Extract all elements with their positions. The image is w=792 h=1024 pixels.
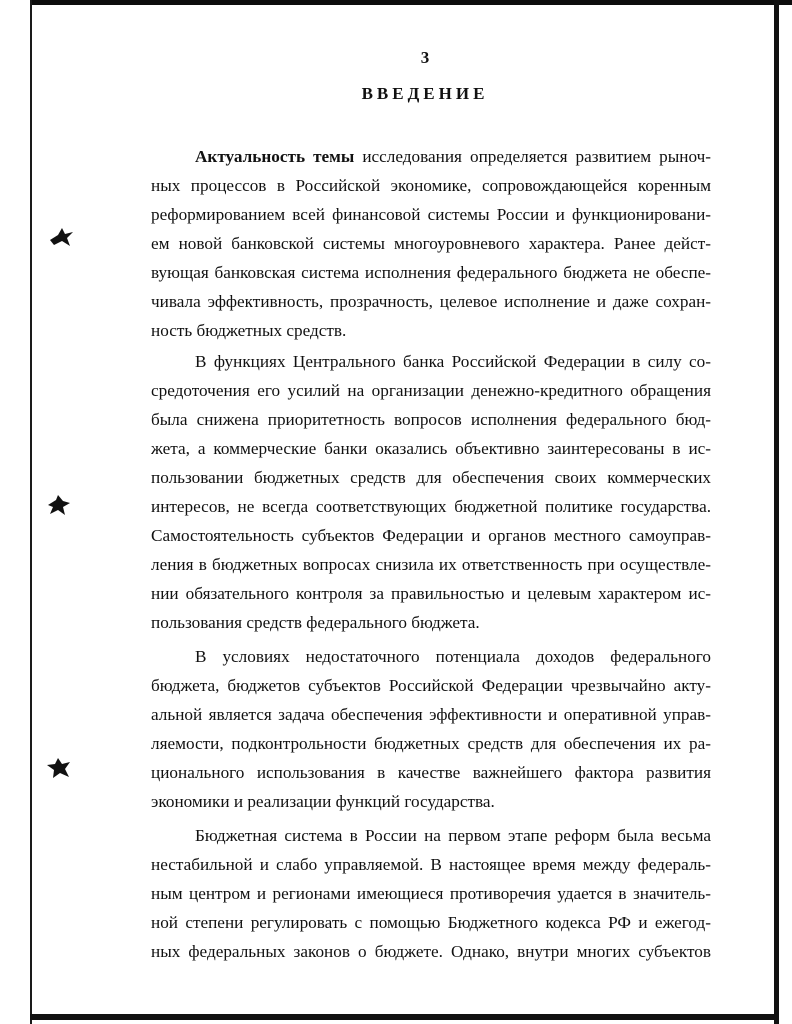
paragraph-line: ной степени регулировать с помощью Бюджетного кодекса РФ и ежегод-	[151, 913, 711, 932]
scan-border-right	[774, 0, 779, 1024]
binding-hole-mark-icon	[48, 226, 74, 248]
paragraph-line: ем новой банковской системы многоуровневого характера. Ранее дейст-	[151, 234, 711, 253]
paragraph-line: ным центром и регионами имеющиеся противоречия удается в значитель-	[151, 884, 711, 903]
paragraph-line: ность бюджетных средств.	[151, 321, 347, 340]
paragraph-line: жета, а коммерческие банки оказались объективно заинтересованы в ис-	[151, 439, 711, 458]
paragraph-line: пользовании бюджетных средств для обеспечения своих коммерческих	[151, 468, 711, 487]
paragraph-line: ционального использования в качестве важнейшего фактора развития	[151, 763, 711, 782]
page-number: 3	[420, 48, 430, 67]
paragraph-line: В условиях недостаточного потенциала доходов федерального	[195, 647, 711, 666]
paragraph-line: ных федеральных законов о бюджете. Однако, внутри многих субъектов	[151, 942, 711, 961]
paragraph-line: нестабильной и слабо управляемой. В настоящее время между федераль-	[151, 855, 711, 874]
bold-lead: Актуальность темы	[195, 147, 355, 166]
paragraph-line: В функциях Центрального банка Российской Федерации в силу со-	[195, 352, 711, 371]
paragraph-line: альной является задача обеспечения эффективности и оперативной управ-	[151, 705, 711, 724]
paragraph-line: ления в бюджетных вопросах снизила их ответственность при осуществле-	[151, 555, 711, 574]
paragraph-line: чивала эффективность, прозрачность, целевое исполнение и даже сохран-	[151, 292, 711, 311]
paragraph-line: нии обязательного контроля за правильностью и целевым характером ис-	[151, 584, 711, 603]
paragraph-line: Актуальность темы исследования определяется развитием рыноч-	[195, 147, 711, 166]
paragraph-line: бюджета, бюджетов субъектов Российской Федерации чрезвычайно акту-	[151, 676, 711, 695]
paragraph-line: реформированием всей финансовой системы России и функционировани-	[151, 205, 711, 224]
paragraph-line: ных процессов в Российской экономике, сопровождающейся коренным	[151, 176, 711, 195]
scan-border-bottom	[30, 1014, 779, 1020]
paragraph-line: ляемости, подконтрольности бюджетных средств для обеспечения их ра-	[151, 734, 711, 753]
paragraph-line: Бюджетная система в России на первом этапе реформ была весьма	[195, 826, 711, 845]
binding-hole-mark-icon	[45, 757, 71, 779]
paragraph-line: интересов, не всегда соответствующих бюджетной политике государства.	[151, 497, 711, 516]
binding-hole-mark-icon	[45, 494, 71, 516]
paragraph-line: была снижена приоритетность вопросов исполнения федерального бюд-	[151, 410, 711, 429]
paragraph-line: экономики и реализации функций государства.	[151, 792, 495, 811]
page-title: ВВЕДЕНИЕ	[361, 84, 489, 103]
paragraph-line: пользования средств федерального бюджета.	[151, 613, 480, 632]
paragraph-line: средоточения его усилий на организации денежно-кредитного обращения	[151, 381, 711, 400]
scan-border-left	[30, 0, 32, 1024]
scan-border-top	[30, 0, 792, 5]
paragraph-line: Самостоятельность субъектов Федерации и органов местного самоуправ-	[151, 526, 711, 545]
paragraph-line: вующая банковская система исполнения федерального бюджета не обеспе-	[151, 263, 711, 282]
